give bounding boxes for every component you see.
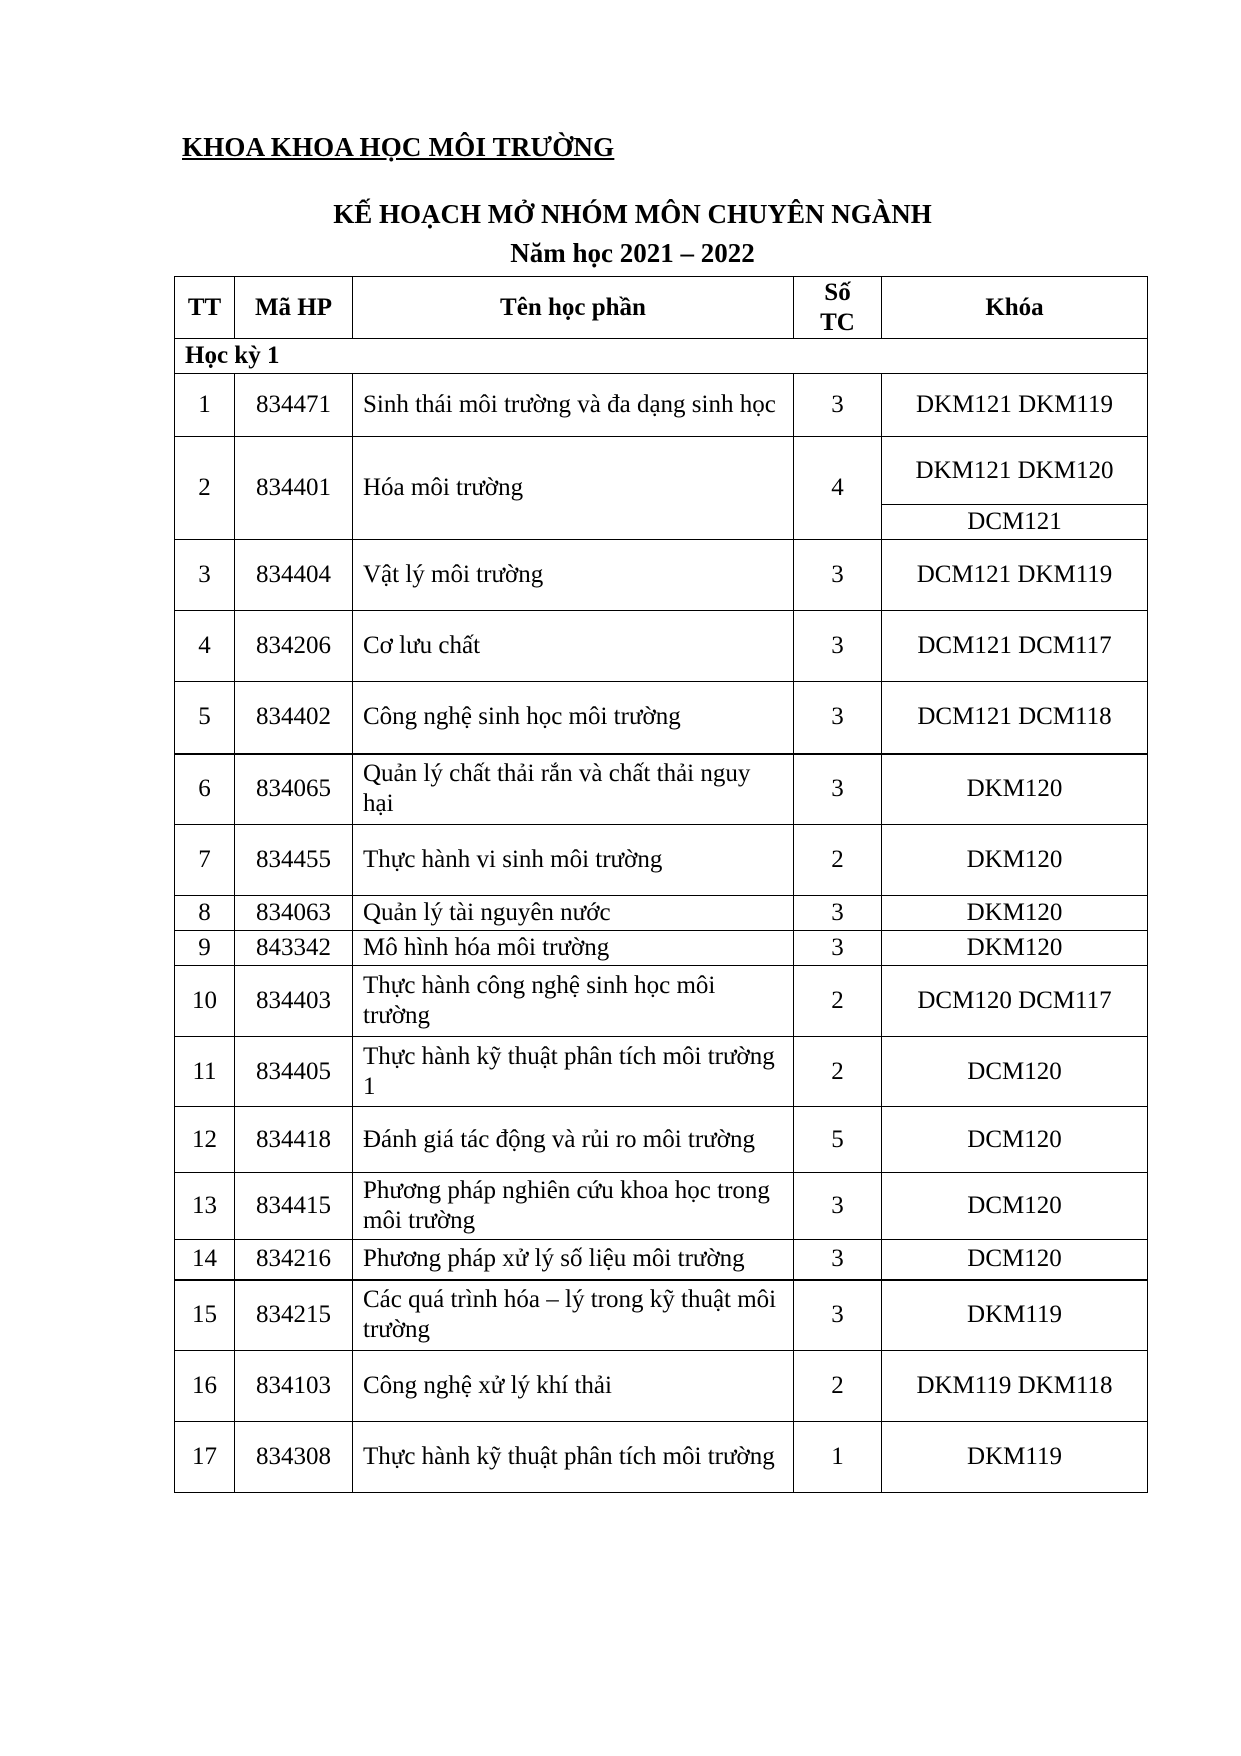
row-cohort: DKM119 bbox=[882, 1422, 1148, 1493]
row-credits: 1 bbox=[794, 1422, 882, 1493]
table-row bbox=[175, 966, 1148, 1037]
row-name: Công nghệ xử lý khí thải bbox=[353, 1351, 794, 1422]
academic-year: Năm học 2021 – 2022 bbox=[510, 238, 755, 268]
row-name: Đánh giá tác động và rủi ro môi trường bbox=[353, 1107, 794, 1173]
table-row bbox=[175, 825, 1148, 896]
header-name: Tên học phần bbox=[353, 277, 794, 339]
table-row bbox=[175, 682, 1148, 754]
row-tt: 4 bbox=[175, 611, 235, 682]
row-name: Cơ lưu chất bbox=[353, 611, 794, 682]
row-credits: 2 bbox=[794, 1037, 882, 1107]
row-cohort: DCM120 bbox=[882, 1037, 1148, 1107]
row-tt: 10 bbox=[175, 966, 235, 1037]
row-cohort: DCM121 DCM118 bbox=[882, 682, 1148, 754]
row-code: 834206 bbox=[235, 611, 353, 682]
row-name: Phương pháp xử lý số liệu môi trường bbox=[353, 1240, 794, 1280]
row-name: Thực hành công nghệ sinh học môi trường bbox=[353, 966, 794, 1037]
row-code: 834455 bbox=[235, 825, 353, 896]
row-cohort: DCM120 bbox=[882, 1107, 1148, 1173]
row-name: Mô hình hóa môi trường bbox=[353, 931, 794, 966]
row-code: 834065 bbox=[235, 754, 353, 825]
row-cohort-2: DCM121 bbox=[882, 505, 1148, 540]
row-tt: 11 bbox=[175, 1037, 235, 1107]
row-code: 834471 bbox=[235, 374, 353, 437]
table-row bbox=[175, 1422, 1148, 1493]
row-cohort: DKM120 bbox=[882, 931, 1148, 966]
table-row bbox=[175, 374, 1148, 437]
row-cohort: DCM120 DCM117 bbox=[882, 966, 1148, 1037]
row-tt: 15 bbox=[175, 1280, 235, 1351]
row-credits: 3 bbox=[794, 1173, 882, 1240]
table-row bbox=[175, 611, 1148, 682]
row-name: Thực hành vi sinh môi trường bbox=[353, 825, 794, 896]
row-cohort: DCM120 bbox=[882, 1240, 1148, 1280]
row-name: Công nghệ sinh học môi trường bbox=[353, 682, 794, 754]
row-name: Hóa môi trường bbox=[353, 437, 794, 540]
department-heading: KHOA KHOA HỌC MÔI TRƯỜNG bbox=[182, 132, 615, 162]
row-tt: 16 bbox=[175, 1351, 235, 1422]
row-tt: 6 bbox=[175, 754, 235, 825]
row-tt: 3 bbox=[175, 540, 235, 611]
row-credits: 3 bbox=[794, 931, 882, 966]
table-row bbox=[175, 754, 1148, 825]
row-cohort: DKM121 DKM119 bbox=[882, 374, 1148, 437]
row-credits: 3 bbox=[794, 1280, 882, 1351]
document-title: KẾ HOẠCH MỞ NHÓM MÔN CHUYÊN NGÀNH bbox=[333, 199, 932, 229]
row-name: Thực hành kỹ thuật phân tích môi trường 1 bbox=[353, 1037, 794, 1107]
row-tt: 9 bbox=[175, 931, 235, 966]
course-plan-table bbox=[174, 276, 1148, 1493]
table-row bbox=[175, 1173, 1148, 1240]
row-tt: 1 bbox=[175, 374, 235, 437]
table-row bbox=[175, 1280, 1148, 1351]
row-name: Sinh thái môi trường và đa dạng sinh học bbox=[353, 374, 794, 437]
row-code: 834103 bbox=[235, 1351, 353, 1422]
table-row bbox=[175, 437, 1148, 505]
row-code: 834418 bbox=[235, 1107, 353, 1173]
row-name: Thực hành kỹ thuật phân tích môi trường bbox=[353, 1422, 794, 1493]
row-tt: 5 bbox=[175, 682, 235, 754]
row-code: 843342 bbox=[235, 931, 353, 966]
semester-label: Học kỳ 1 bbox=[175, 339, 1148, 374]
row-cohort: DKM120 bbox=[882, 825, 1148, 896]
row-credits: 3 bbox=[794, 540, 882, 611]
row-tt: 12 bbox=[175, 1107, 235, 1173]
row-credits: 3 bbox=[794, 611, 882, 682]
row-credits: 3 bbox=[794, 754, 882, 825]
row-code: 834401 bbox=[235, 437, 353, 540]
row-cohort: DKM120 bbox=[882, 754, 1148, 825]
header-row bbox=[175, 277, 1148, 339]
row-tt: 14 bbox=[175, 1240, 235, 1280]
row-name: Quản lý chất thải rắn và chất thải nguy hại bbox=[353, 754, 794, 825]
row-code: 834415 bbox=[235, 1173, 353, 1240]
row-tt: 13 bbox=[175, 1173, 235, 1240]
row-cohort: DCM121 DKM119 bbox=[882, 540, 1148, 611]
row-code: 834216 bbox=[235, 1240, 353, 1280]
semester-row bbox=[175, 339, 1148, 374]
row-name: Phương pháp nghiên cứu khoa học trong môi trường bbox=[353, 1173, 794, 1240]
row-name: Quản lý tài nguyên nước bbox=[353, 896, 794, 931]
row-cohort: DCM121 DCM117 bbox=[882, 611, 1148, 682]
table-row bbox=[175, 1037, 1148, 1107]
row-credits: 3 bbox=[794, 682, 882, 754]
header-credits-line2: TC bbox=[820, 308, 855, 336]
header-credits-line1: Số bbox=[824, 278, 851, 306]
row-tt: 17 bbox=[175, 1422, 235, 1493]
row-credits: 2 bbox=[794, 966, 882, 1037]
table-row bbox=[175, 1107, 1148, 1173]
row-credits: 3 bbox=[794, 1240, 882, 1280]
row-cohort: DKM121 DKM120 bbox=[882, 437, 1148, 505]
row-credits: 2 bbox=[794, 1351, 882, 1422]
row-cohort: DKM120 bbox=[882, 896, 1148, 931]
table-row bbox=[175, 931, 1148, 966]
row-name: Vật lý môi trường bbox=[353, 540, 794, 611]
row-code: 834405 bbox=[235, 1037, 353, 1107]
row-code: 834215 bbox=[235, 1280, 353, 1351]
row-tt: 2 bbox=[175, 437, 235, 540]
row-code: 834063 bbox=[235, 896, 353, 931]
row-tt: 7 bbox=[175, 825, 235, 896]
row-cohort: DKM119 bbox=[882, 1280, 1148, 1351]
row-cohort: DCM120 bbox=[882, 1173, 1148, 1240]
row-code: 834403 bbox=[235, 966, 353, 1037]
header-cohort: Khóa bbox=[882, 277, 1148, 339]
table-row bbox=[175, 1351, 1148, 1422]
row-credits: 5 bbox=[794, 1107, 882, 1173]
row-name: Các quá trình hóa – lý trong kỹ thuật môi trường bbox=[353, 1280, 794, 1351]
row-credits: 3 bbox=[794, 896, 882, 931]
row-credits: 4 bbox=[794, 437, 882, 540]
table-row bbox=[175, 540, 1148, 611]
header-code: Mã HP bbox=[235, 277, 353, 339]
header-tt: TT bbox=[175, 277, 235, 339]
row-code: 834402 bbox=[235, 682, 353, 754]
table-row bbox=[175, 1240, 1148, 1280]
table-row bbox=[175, 896, 1148, 931]
row-code: 834308 bbox=[235, 1422, 353, 1493]
row-credits: 3 bbox=[794, 374, 882, 437]
header-credits bbox=[794, 277, 882, 339]
row-cohort: DKM119 DKM118 bbox=[882, 1351, 1148, 1422]
row-credits: 2 bbox=[794, 825, 882, 896]
row-code: 834404 bbox=[235, 540, 353, 611]
row-tt: 8 bbox=[175, 896, 235, 931]
